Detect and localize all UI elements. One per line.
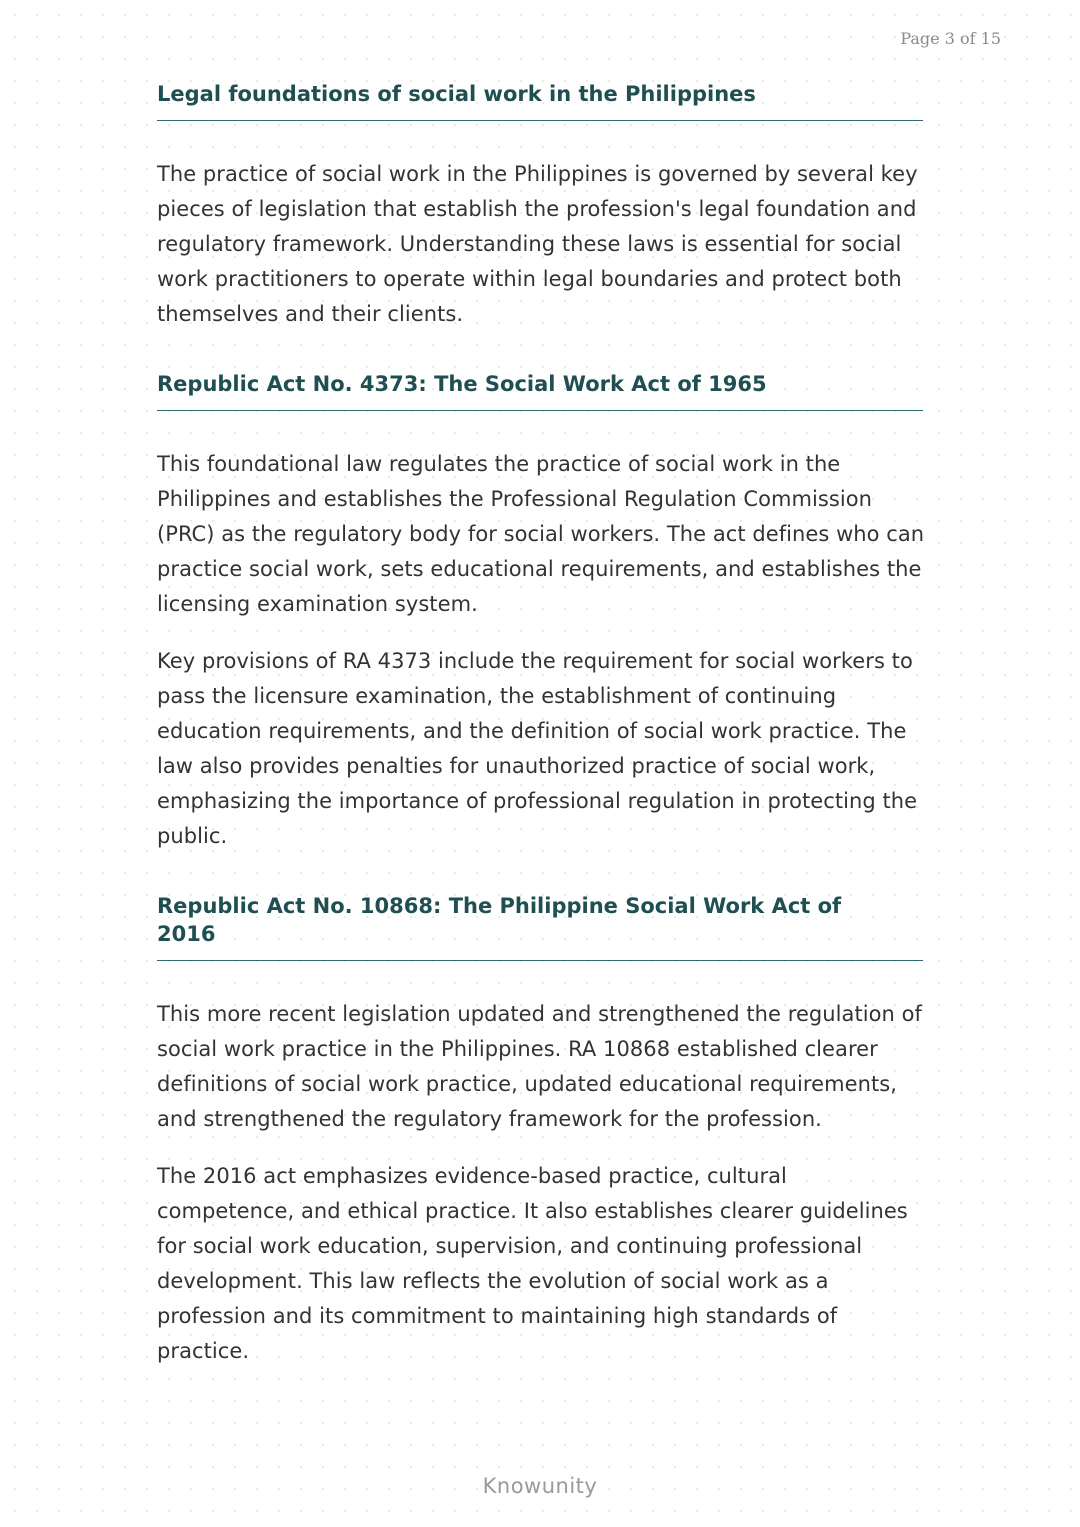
paragraph: This more recent legislation updated and strengthened the regulation of social work practice in the Philippines. RA 10868 established clearer definitions of social work practice, updated educational requirements, and strengthened the regulatory framework for the profession.: [157, 1002, 922, 1131]
footer-brand-logo: Knowunity: [482, 1474, 598, 1498]
paragraph: The practice of social work in the Philippines is governed by several key pieces of legislation that establish the profession's legal foundation and regulatory framework. Understanding these laws is essential for social work practitioners to operate within legal boundaries and protect both themselves and their clients.: [157, 162, 918, 326]
page-number: Page 3 of 15: [900, 29, 1001, 48]
section-legal-foundations: [157, 78, 923, 332]
heading-divider: [157, 960, 923, 961]
heading-divider: [157, 410, 923, 411]
section-heading: Republic Act No. 10868: The Philippine Social Work Act of 2016: [157, 894, 842, 946]
section-ra-10868: [157, 890, 923, 1369]
document-body: [157, 78, 923, 1369]
section-heading: Republic Act No. 4373: The Social Work Act of 1965: [157, 372, 767, 396]
paragraph: Key provisions of RA 4373 include the requirement for social workers to pass the licensure examination, the establishment of continuing education requirements, and the definition of social work practice. The law also provides penalties for unauthorized practice of social work, emphasizing the importance of professional regulation in protecting the public.: [157, 649, 918, 848]
paragraph: The 2016 act emphasizes evidence-based practice, cultural competence, and ethical practice. It also establishes clearer guidelines for social work education, supervision, and continuing professional development. This law reflects the evolution of social work as a profession and its commitment to maintaining high standards of practice.: [157, 1164, 908, 1363]
section-ra-4373: [157, 368, 923, 854]
paragraph: This foundational law regulates the practice of social work in the Philippines and establishes the Professional Regulation Commission (PRC) as the regulatory body for social workers. The act defines who can practice social work, sets educational requirements, and establishes the licensing examination system.: [157, 452, 925, 616]
section-heading: Legal foundations of social work in the Philippines: [157, 82, 756, 106]
heading-divider: [157, 120, 923, 121]
